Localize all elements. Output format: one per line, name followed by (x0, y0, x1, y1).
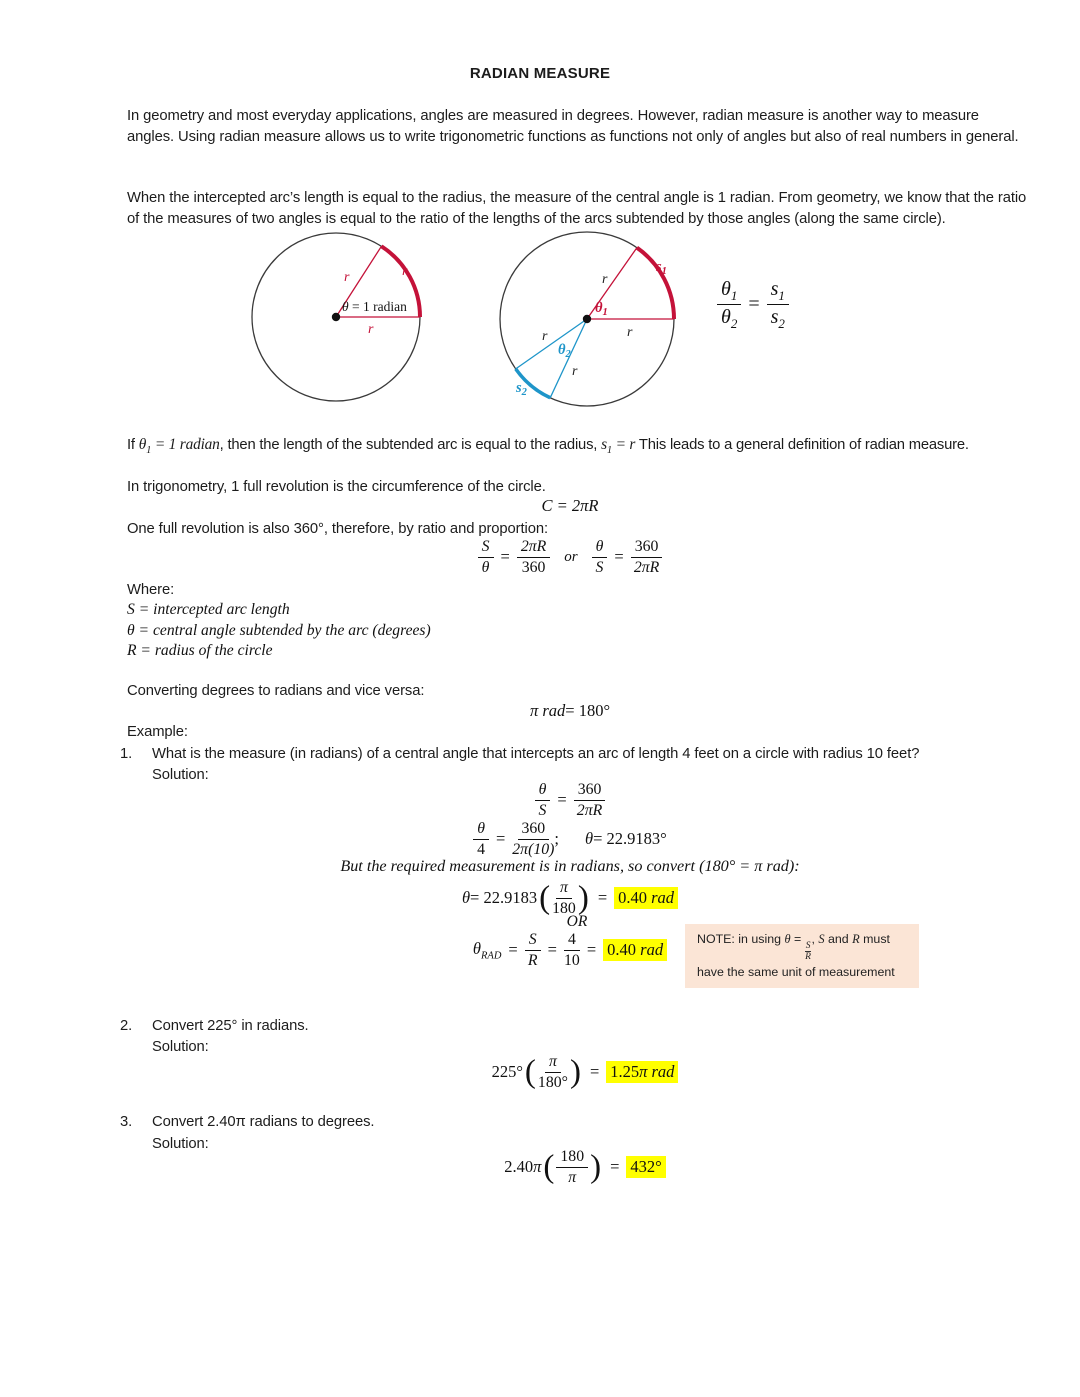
solution-label: Solution: (152, 767, 209, 783)
or-word: or (564, 548, 578, 565)
example-1-question (120, 744, 1040, 765)
solution-label: Solution: (152, 1136, 209, 1152)
angle-theta2-label: $\theta_2$ (558, 342, 571, 360)
fraction: $\frac{\pi}{180^\circ}$ (537, 1053, 568, 1091)
circle-figure-one-radian (248, 229, 424, 405)
fraction: $\frac{S}{R}$ (525, 930, 541, 970)
fraction: $\frac{360}{2\pi R}$ (574, 780, 606, 820)
example-2-question (120, 1016, 1040, 1037)
left-paren: ( (539, 880, 551, 917)
solution-label: Solution: (152, 1039, 209, 1055)
radius-label: r (602, 272, 608, 287)
ex1-convert-note: But the required measurement is in radians, so convert (180° = π rad): (340, 857, 800, 875)
intro-paragraph-1: In geometry and most everyday applications, angles are measured in degrees. However, radian measure is another way to measure angles. Using radian measure allows us to write trigonometric functions as functions not only of angles but also of real numbers in general. (127, 108, 1019, 145)
ex1-equation-3: θ = 22.9183 ( $\frac{\pi}{180}$ ) = 0.40 rad (30, 878, 1080, 918)
fraction: $\frac{\theta_1}{\theta_2}$ (717, 277, 741, 333)
fraction: $\frac{180}{\pi}$ (556, 1147, 588, 1187)
fraction: $\frac{\theta}{S}$ (592, 537, 608, 577)
where-r: R = radius of the circle (127, 642, 273, 659)
radius-label: r (542, 329, 548, 344)
ex3-equation: 2.40 π ( $\frac{180}{\pi}$ ) = 432° (45, 1147, 1080, 1187)
highlighted-result: 432° (626, 1156, 665, 1178)
ex1-equation-2: $\frac{\theta}{4}$ = $\frac{360}{2\pi(10)}$ ; θ = 22.9183° (30, 819, 1080, 859)
ex1-equation-1: $\frac{\theta}{S}$ = $\frac{360}{2\pi R}$ (30, 780, 1080, 820)
center-dot (583, 315, 591, 323)
trig-line: In trigonometry, 1 full revolution is the circumference of the circle. (127, 479, 546, 495)
where-label: Where: (127, 582, 175, 598)
highlighted-result: 0.40 rad (603, 939, 667, 961)
angle-label: θ = 1 radian (342, 299, 407, 314)
definition-paragraph: If $\theta_1 = 1$ radian, then the length of the subtended arc is equal to the radius, $s_1 = r$ This leads to a general definition of radian measure. (127, 436, 969, 457)
circle-figure-two-angles (496, 228, 678, 410)
angle-theta1-label: $\theta_1$ (595, 300, 608, 318)
radius-label: r (572, 364, 578, 379)
radius-label: r (368, 322, 374, 337)
fraction: $\frac{S}{\theta}$ (478, 537, 494, 577)
left-paren: ( (524, 1054, 536, 1091)
note-box: NOTE: in using θ = $\frac{S}{R}$ , S and R must have the same unit of measurement (685, 924, 919, 988)
arc-s2-label: $s_2$ (516, 380, 527, 398)
fraction: $\frac{s_1}{s_2}$ (767, 277, 789, 333)
where-definitions (127, 600, 431, 662)
ratio-equation: $\frac{\theta_1}{\theta_2}$ = $\frac{s_1}{s_2}$ (717, 277, 789, 333)
fraction: $\frac{\pi}{180}$ (552, 879, 576, 917)
radius-line-lower-left-1 (516, 319, 587, 369)
item-number: 1. (120, 746, 133, 762)
center-dot (332, 313, 340, 321)
question-text: Convert 225° in radians. (152, 1018, 309, 1034)
fraction: $\frac{360}{2\pi R}$ (631, 537, 663, 577)
converting-line: Converting degrees to radians and vice versa: (127, 683, 425, 699)
where-theta: θ = central angle subtended by the arc (degrees) (127, 621, 431, 639)
where-s: S = intercepted arc length (127, 601, 290, 618)
question-text: Convert 2.40π radians to degrees. (152, 1114, 375, 1130)
circumference-equation: C = 2πR (541, 496, 599, 515)
right-paren: ) (569, 1054, 581, 1091)
question-text: What is the measure (in radians) of a central angle that intercepts an arc of length 4 feet on a circle with radius 10 feet? (152, 746, 920, 762)
left-paren: ( (543, 1149, 555, 1186)
right-paren: ) (590, 1149, 602, 1186)
ex1-equation-4: $\theta_{RAD}$ = $\frac{S}{R}$ = $\frac{4}{10}$ = 0.40 rad (30, 930, 1080, 970)
pi-rad-equation: π rad = 180° (529, 701, 611, 720)
radius-label: r (344, 270, 350, 285)
example-3-question (120, 1112, 1040, 1133)
radius-label: r (627, 325, 633, 340)
arc-s1-label: $s_1$ (656, 259, 667, 277)
fraction: $\frac{\theta}{S}$ (535, 780, 551, 820)
example-label: Example: (127, 724, 188, 740)
arc-label: r (402, 264, 408, 279)
or-divider: OR (566, 913, 588, 930)
highlighted-result: 0.40 rad (614, 887, 678, 909)
fraction: $\frac{\theta}{4}$ (473, 819, 489, 859)
item-number: 2. (120, 1018, 133, 1034)
right-paren: ) (577, 880, 589, 917)
proportion-equation: $\frac{S}{\theta}$ = $\frac{2\pi R}{360}$ or $\frac{\theta}{S}$ = $\frac{360}{2\pi R}$ (30, 537, 1080, 577)
fraction: $\frac{4}{10}$ (564, 931, 580, 969)
intro-paragraph-2: When the intercepted arc’s length is equal to the radius, the measure of the central angle is 1 radian. From geometry, we know that the ratio of the measures of two angles is equal to the ratio of the lengths of the arcs subtended by those angles (along the same circle). (127, 190, 1027, 227)
ex2-equation: 225° ( $\frac{\pi}{180^\circ}$ ) = 1.25π rad (45, 1052, 1080, 1092)
fraction: $\frac{360}{2\pi(10)}$ (512, 820, 555, 858)
page-title: RADIAN MEASURE (469, 65, 611, 82)
item-number: 3. (120, 1114, 133, 1130)
small-fraction: $\frac{S}{R}$ (805, 941, 811, 963)
fraction: $\frac{2\pi R}{360}$ (517, 537, 550, 577)
revolution-line: One full revolution is also 360°, therefore, by ratio and proportion: (127, 521, 548, 537)
highlighted-result: 1.25π rad (606, 1061, 678, 1083)
